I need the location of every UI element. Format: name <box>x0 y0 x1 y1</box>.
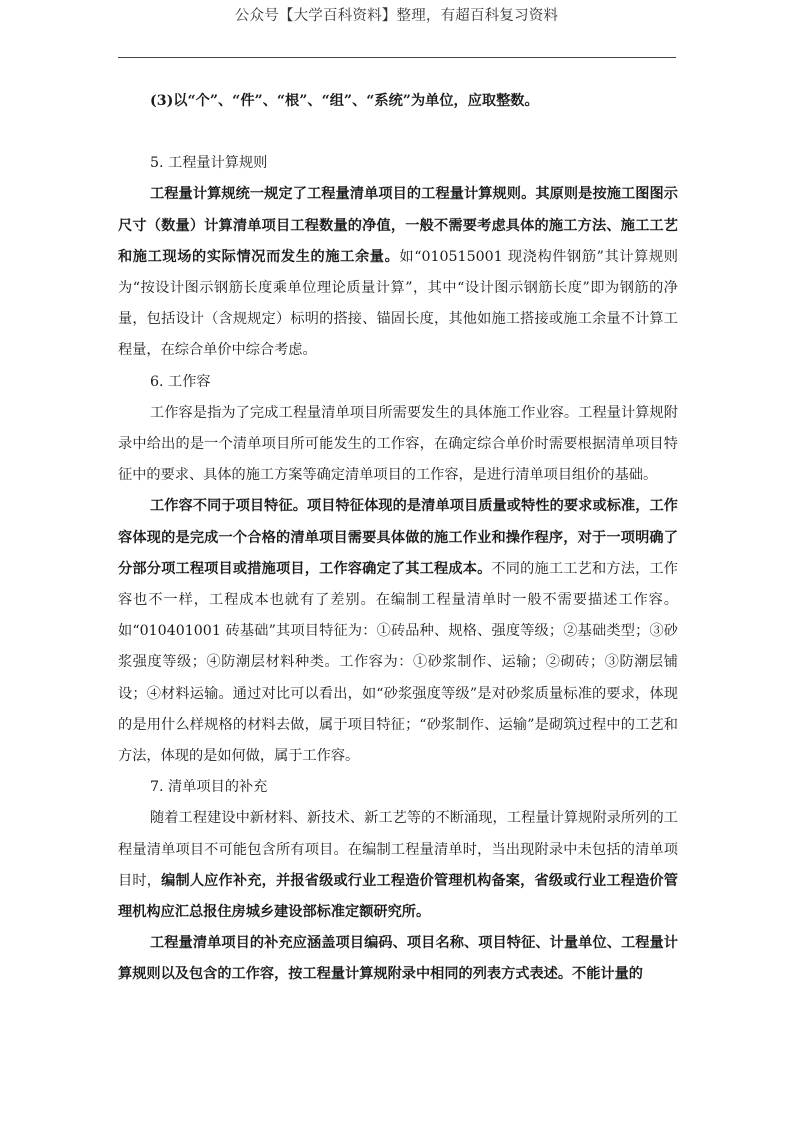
section-7-heading: 7. 清单项目的补充 <box>150 779 268 796</box>
section-7-paragraph-2: 工程量清单项目的补充应涵盖项目编码、项目名称、项目特征、计量单位、工程量计算规则以及包含的工作容，按工程量计算规附录中相同的列表方式表述。不能计量的 <box>118 935 678 983</box>
section-7-normal-text: 随着工程建设中新材料、新技术、新工艺等的不断涌现，工程量计算规附录所列的工程量清单项目不可能包含所有项目。在编制工程量清单时，当出现附录中未包括的清单项目时， <box>118 810 678 889</box>
section-5-normal-text: 如“010515001 现浇构件钢筋”其计算规则为“按设计图示钢筋长度乘单位理论质量计算”，其中“设计图示钢筋长度”即为钢筋的净量，包括设计（含规规定）标明的搭接、锚固长度，其他如施工搭接或施工余量不计算工程量，在综合单价中综合考虑。 <box>118 248 678 359</box>
section-6-paragraph-1: 工作容是指为了完成工程量清单项目所需要发生的具体施工作业容。工程量计算规附录中给出的是一个清单项目所可能发生的工作容，在确定综合单价时需要根据清单项目特征中的要求、具体的施工方案等确定清单项目的工作容，是进行清单项目组价的基础。 <box>118 404 678 484</box>
section-7-bold-text: 编制人应作补充，并报省级或行业工程造价管理机构备案，省级或行业工程造价管理机构应汇总报住房城乡建设部标准定额研究所。 <box>118 872 678 921</box>
header-divider <box>118 57 676 58</box>
spacer <box>118 117 678 148</box>
section-5-heading: 5. 工程量计算规则 <box>150 155 268 172</box>
section-6-normal-text: 不同的施工工艺和方法，工作容也不一样，工程成本也就有了差别。在编制工程量清单时一般不需要描述工作容。如“010401001 砖基础”其项目特征为：①砖品种、规格、强度等级；②基础类型；③砂浆强度等级；④防潮层材料种类。工作容为：①砂浆制作、运输；②砌砖；③防潮层铺设；④材料运输。通过对比可以看出，如“砂浆强度等级”是对砂浆质量标准的要求，体现的是用什么样规格的材料去做，属于项目特征；“砂浆制作、运输”是砌筑过程中的工艺和方法，体现的是如何做，属于工作容。 <box>118 560 678 765</box>
section-6-bold-text: 工作容不同于项目特征。项目特征体现的是清单项目质量或特性的要求或标准，工作容体现的是完成一个合格的清单项目需要具体做的施工作业和操作程序，对于一项明确了分部分项工程项目或措施项目，工作容确定了其工程成本。 <box>118 498 678 577</box>
section-5-bold-text: 工程量计算规统一规定了工程量清单项目的工程量计算规则。其原则是按施工图图示尺寸（数量）计算清单项目工程数量的净值，一般不需要考虑具体的施工方法、施工工艺和施工现场的实际情况而发生的施工余量。 <box>118 186 678 265</box>
section-6-paragraph-2 <box>118 491 678 772</box>
section-7-paragraph-1 <box>118 803 678 928</box>
document-body <box>118 86 678 991</box>
section-6-heading: 6. 工作容 <box>150 373 211 390</box>
item-3-paragraph: (3)以“个”、“件”、“根”、“组”、“系统”为单位，应取整数。 <box>150 93 539 109</box>
page-header: 公众号【大学百科资料】整理，有超百科复习资料 <box>234 8 559 24</box>
section-5-paragraph <box>118 179 678 366</box>
